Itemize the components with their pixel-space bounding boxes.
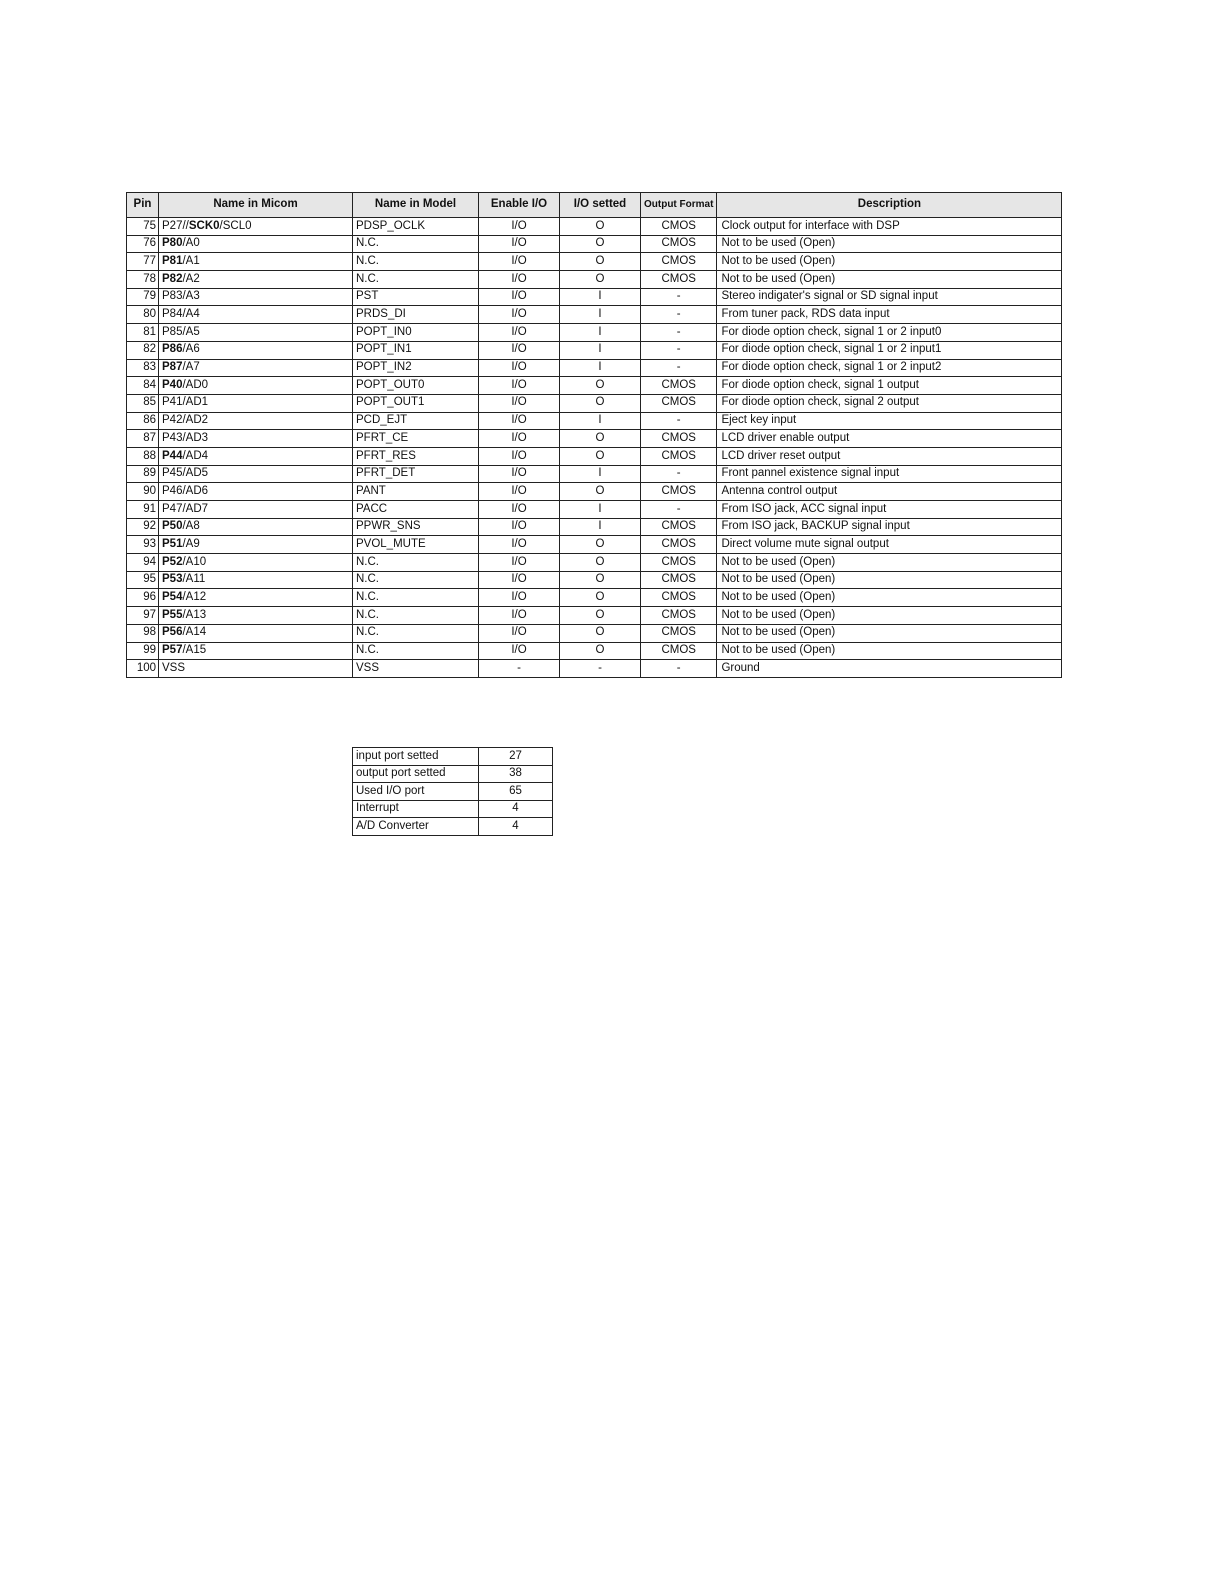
table-row	[127, 430, 1062, 448]
output-format-cell: -	[641, 660, 717, 678]
model-name-cell: VSS	[353, 660, 479, 678]
enable-io-cell: I/O	[479, 607, 560, 625]
micom-name-cell	[159, 642, 353, 660]
output-format-cell: -	[641, 324, 717, 342]
micom-name-part: SCK0	[188, 219, 220, 232]
model-name-cell: N.C.	[353, 607, 479, 625]
micom-name-part: P80	[162, 237, 183, 250]
description-cell: For diode option check, signal 1 output	[717, 377, 1062, 395]
enable-io-cell: I/O	[479, 377, 560, 395]
description-cell: From tuner pack, RDS data input	[717, 306, 1062, 324]
enable-io-cell: I/O	[479, 536, 560, 554]
pin-number-cell: 78	[127, 271, 159, 289]
summary-row	[353, 748, 553, 766]
description-cell: Front pannel existence signal input	[717, 465, 1062, 483]
pin-number-cell: 85	[127, 394, 159, 412]
output-format-cell: -	[641, 359, 717, 377]
micom-name-part: P47/AD7	[162, 502, 209, 515]
micom-name-part: P46/AD6	[162, 484, 209, 497]
table-row	[127, 288, 1062, 306]
model-name-cell: PCD_EJT	[353, 412, 479, 430]
micom-name-cell	[159, 306, 353, 324]
header-output-format: Output Format	[641, 193, 717, 218]
summary-row	[353, 783, 553, 801]
table-row	[127, 271, 1062, 289]
model-name-cell: PRDS_DI	[353, 306, 479, 324]
pin-number-cell: 91	[127, 501, 159, 519]
micom-name-part: /A2	[182, 272, 200, 285]
enable-io-cell: I/O	[479, 324, 560, 342]
pin-table-header-row	[127, 193, 1062, 218]
table-row	[127, 359, 1062, 377]
micom-name-cell	[159, 430, 353, 448]
description-cell: LCD driver reset output	[717, 447, 1062, 465]
micom-name-cell	[159, 624, 353, 642]
micom-name-cell	[159, 235, 353, 253]
micom-name-part: P44	[162, 449, 183, 462]
table-row	[127, 394, 1062, 412]
summary-row	[353, 765, 553, 783]
io-setted-cell: O	[560, 624, 641, 642]
table-row	[127, 642, 1062, 660]
micom-name-part: P54	[162, 591, 183, 604]
description-cell: Not to be used (Open)	[717, 607, 1062, 625]
output-format-cell: CMOS	[641, 483, 717, 501]
output-format-cell: -	[641, 501, 717, 519]
table-row	[127, 660, 1062, 678]
header-description: Description	[717, 193, 1062, 218]
summary-label-cell: Used I/O port	[353, 783, 479, 801]
io-setted-cell: I	[560, 501, 641, 519]
micom-name-cell	[159, 218, 353, 236]
model-name-cell: N.C.	[353, 642, 479, 660]
micom-name-part: P55	[162, 608, 183, 621]
io-setted-cell: I	[560, 465, 641, 483]
micom-name-part: P81	[162, 254, 183, 267]
output-format-cell: CMOS	[641, 235, 717, 253]
enable-io-cell: I/O	[479, 412, 560, 430]
model-name-cell: PANT	[353, 483, 479, 501]
micom-name-cell	[159, 377, 353, 395]
output-format-cell: CMOS	[641, 518, 717, 536]
io-setted-cell: I	[560, 288, 641, 306]
io-setted-cell: I	[560, 341, 641, 359]
micom-name-cell	[159, 465, 353, 483]
micom-name-part: P45/AD5	[162, 467, 209, 480]
model-name-cell: PDSP_OCLK	[353, 218, 479, 236]
output-format-cell: CMOS	[641, 642, 717, 660]
port-summary-table	[352, 747, 553, 836]
model-name-cell: PPWR_SNS	[353, 518, 479, 536]
io-setted-cell: I	[560, 518, 641, 536]
micom-name-cell	[159, 483, 353, 501]
summary-row	[353, 800, 553, 818]
output-format-cell: -	[641, 306, 717, 324]
header-name-in-micom: Name in Micom	[159, 193, 353, 218]
enable-io-cell: I/O	[479, 483, 560, 501]
micom-name-cell	[159, 288, 353, 306]
description-cell: Not to be used (Open)	[717, 271, 1062, 289]
micom-name-cell	[159, 554, 353, 572]
table-row	[127, 412, 1062, 430]
output-format-cell: CMOS	[641, 430, 717, 448]
io-setted-cell: O	[560, 536, 641, 554]
micom-name-part: /A11	[182, 573, 206, 586]
micom-name-part: /A0	[182, 237, 200, 250]
micom-name-part: /AD0	[182, 378, 209, 391]
description-cell: Ground	[717, 660, 1062, 678]
micom-name-part: /A14	[182, 626, 207, 639]
output-format-cell: CMOS	[641, 447, 717, 465]
enable-io-cell: I/O	[479, 235, 560, 253]
micom-name-part: /A10	[182, 555, 207, 568]
pin-number-cell: 81	[127, 324, 159, 342]
table-row	[127, 465, 1062, 483]
model-name-cell: N.C.	[353, 624, 479, 642]
micom-name-cell	[159, 394, 353, 412]
enable-io-cell: I/O	[479, 447, 560, 465]
micom-name-part: P57	[162, 644, 183, 657]
io-setted-cell: O	[560, 571, 641, 589]
output-format-cell: -	[641, 341, 717, 359]
summary-value-cell: 4	[479, 800, 553, 818]
table-row	[127, 341, 1062, 359]
micom-name-part: /A1	[182, 254, 200, 267]
table-row	[127, 624, 1062, 642]
pin-number-cell: 77	[127, 253, 159, 271]
model-name-cell: POPT_IN2	[353, 359, 479, 377]
model-name-cell: PFRT_RES	[353, 447, 479, 465]
micom-name-part: P43/AD3	[162, 431, 209, 444]
pin-number-cell: 98	[127, 624, 159, 642]
micom-name-part: /A6	[182, 343, 200, 356]
pin-number-cell: 89	[127, 465, 159, 483]
micom-name-part: P53	[162, 573, 183, 586]
pin-number-cell: 93	[127, 536, 159, 554]
table-row	[127, 554, 1062, 572]
pin-number-cell: 99	[127, 642, 159, 660]
table-row	[127, 306, 1062, 324]
pin-number-cell: 96	[127, 589, 159, 607]
output-format-cell: CMOS	[641, 218, 717, 236]
table-row	[127, 235, 1062, 253]
summary-value-cell: 38	[479, 765, 553, 783]
model-name-cell: POPT_OUT1	[353, 394, 479, 412]
model-name-cell: POPT_OUT0	[353, 377, 479, 395]
model-name-cell: PFRT_CE	[353, 430, 479, 448]
micom-name-part: P83/A3	[162, 290, 200, 303]
model-name-cell: N.C.	[353, 571, 479, 589]
micom-name-cell	[159, 536, 353, 554]
pin-number-cell: 95	[127, 571, 159, 589]
pin-number-cell: 97	[127, 607, 159, 625]
micom-name-cell	[159, 589, 353, 607]
enable-io-cell: I/O	[479, 218, 560, 236]
summary-label-cell: input port setted	[353, 748, 479, 766]
micom-name-part: /A9	[182, 537, 200, 550]
micom-name-part: P87	[162, 361, 183, 374]
micom-name-cell	[159, 324, 353, 342]
micom-name-cell	[159, 271, 353, 289]
header-pin: Pin	[127, 193, 159, 218]
summary-label-cell: A/D Converter	[353, 818, 479, 836]
output-format-cell: CMOS	[641, 607, 717, 625]
table-row	[127, 483, 1062, 501]
output-format-cell: CMOS	[641, 589, 717, 607]
micom-name-part: P40	[162, 378, 183, 391]
output-format-cell: CMOS	[641, 624, 717, 642]
io-setted-cell: O	[560, 271, 641, 289]
enable-io-cell: I/O	[479, 501, 560, 519]
model-name-cell: POPT_IN1	[353, 341, 479, 359]
micom-name-part: /A8	[182, 520, 200, 533]
micom-name-cell	[159, 359, 353, 377]
description-cell: Clock output for interface with DSP	[717, 218, 1062, 236]
enable-io-cell: I/O	[479, 642, 560, 660]
summary-label-cell: Interrupt	[353, 800, 479, 818]
table-row	[127, 571, 1062, 589]
io-setted-cell: O	[560, 394, 641, 412]
micom-name-part: P86	[162, 343, 183, 356]
header-enable-io: Enable I/O	[479, 193, 560, 218]
summary-value-cell: 65	[479, 783, 553, 801]
description-cell: Not to be used (Open)	[717, 589, 1062, 607]
pin-number-cell: 94	[127, 554, 159, 572]
table-row	[127, 324, 1062, 342]
table-row	[127, 377, 1062, 395]
table-row	[127, 536, 1062, 554]
micom-name-part: /SCL0	[219, 219, 252, 232]
header-name-in-model: Name in Model	[353, 193, 479, 218]
micom-name-cell	[159, 571, 353, 589]
output-format-cell: CMOS	[641, 571, 717, 589]
enable-io-cell: I/O	[479, 624, 560, 642]
io-setted-cell: O	[560, 218, 641, 236]
table-row	[127, 501, 1062, 519]
micom-name-part: P56	[162, 626, 183, 639]
pin-table-body	[127, 218, 1062, 678]
pin-number-cell: 92	[127, 518, 159, 536]
micom-name-part: P52	[162, 555, 183, 568]
micom-name-cell	[159, 607, 353, 625]
io-setted-cell: I	[560, 306, 641, 324]
micom-name-cell	[159, 341, 353, 359]
description-cell: For diode option check, signal 1 or 2 input1	[717, 341, 1062, 359]
io-setted-cell: O	[560, 235, 641, 253]
micom-name-cell	[159, 447, 353, 465]
enable-io-cell: I/O	[479, 341, 560, 359]
io-setted-cell: O	[560, 642, 641, 660]
pin-number-cell: 87	[127, 430, 159, 448]
output-format-cell: CMOS	[641, 394, 717, 412]
micom-name-part: P27//	[162, 219, 189, 232]
summary-value-cell: 4	[479, 818, 553, 836]
description-cell: Not to be used (Open)	[717, 554, 1062, 572]
enable-io-cell: I/O	[479, 288, 560, 306]
pin-number-cell: 80	[127, 306, 159, 324]
output-format-cell: CMOS	[641, 253, 717, 271]
model-name-cell: POPT_IN0	[353, 324, 479, 342]
pin-number-cell: 84	[127, 377, 159, 395]
enable-io-cell: -	[479, 660, 560, 678]
pin-number-cell: 75	[127, 218, 159, 236]
micom-name-part: P41/AD1	[162, 396, 209, 409]
model-name-cell: PST	[353, 288, 479, 306]
description-cell: From ISO jack, BACKUP signal input	[717, 518, 1062, 536]
pin-assignment-table	[126, 192, 1062, 678]
description-cell: Not to be used (Open)	[717, 571, 1062, 589]
micom-name-part: /A12	[182, 591, 207, 604]
micom-name-part: P82	[162, 272, 183, 285]
table-row	[127, 447, 1062, 465]
summary-value-cell: 27	[479, 748, 553, 766]
pin-number-cell: 82	[127, 341, 159, 359]
header-io-setted: I/O setted	[560, 193, 641, 218]
output-format-cell: -	[641, 288, 717, 306]
micom-name-part: /A13	[182, 608, 207, 621]
table-row	[127, 253, 1062, 271]
io-setted-cell: O	[560, 607, 641, 625]
enable-io-cell: I/O	[479, 253, 560, 271]
pin-number-cell: 86	[127, 412, 159, 430]
micom-name-part: VSS	[162, 661, 186, 674]
description-cell: Antenna control output	[717, 483, 1062, 501]
description-cell: Not to be used (Open)	[717, 235, 1062, 253]
enable-io-cell: I/O	[479, 589, 560, 607]
enable-io-cell: I/O	[479, 394, 560, 412]
micom-name-part: P85/A5	[162, 325, 200, 338]
description-cell: For diode option check, signal 1 or 2 input0	[717, 324, 1062, 342]
micom-name-cell	[159, 518, 353, 536]
micom-name-part: P50	[162, 520, 183, 533]
io-setted-cell: O	[560, 253, 641, 271]
io-setted-cell: O	[560, 447, 641, 465]
pin-number-cell: 100	[127, 660, 159, 678]
description-cell: Direct volume mute signal output	[717, 536, 1062, 554]
enable-io-cell: I/O	[479, 465, 560, 483]
enable-io-cell: I/O	[479, 271, 560, 289]
output-format-cell: CMOS	[641, 377, 717, 395]
summary-row	[353, 818, 553, 836]
description-cell: LCD driver enable output	[717, 430, 1062, 448]
model-name-cell: PACC	[353, 501, 479, 519]
output-format-cell: CMOS	[641, 536, 717, 554]
summary-table-body	[353, 748, 553, 836]
description-cell: Not to be used (Open)	[717, 253, 1062, 271]
table-row	[127, 589, 1062, 607]
pin-number-cell: 76	[127, 235, 159, 253]
summary-label-cell: output port setted	[353, 765, 479, 783]
io-setted-cell: O	[560, 430, 641, 448]
micom-name-part: /A7	[182, 361, 200, 374]
description-cell: Eject key input	[717, 412, 1062, 430]
model-name-cell: PFRT_DET	[353, 465, 479, 483]
output-format-cell: CMOS	[641, 554, 717, 572]
pin-number-cell: 90	[127, 483, 159, 501]
io-setted-cell: I	[560, 412, 641, 430]
micom-name-cell	[159, 253, 353, 271]
description-cell: For diode option check, signal 1 or 2 input2	[717, 359, 1062, 377]
enable-io-cell: I/O	[479, 571, 560, 589]
micom-name-part: /A15	[182, 644, 207, 657]
table-row	[127, 607, 1062, 625]
model-name-cell: N.C.	[353, 589, 479, 607]
table-row	[127, 518, 1062, 536]
description-cell: Stereo indigater's signal or SD signal input	[717, 288, 1062, 306]
enable-io-cell: I/O	[479, 554, 560, 572]
pin-number-cell: 83	[127, 359, 159, 377]
micom-name-cell	[159, 501, 353, 519]
pin-number-cell: 88	[127, 447, 159, 465]
micom-name-cell	[159, 660, 353, 678]
enable-io-cell: I/O	[479, 359, 560, 377]
io-setted-cell: O	[560, 483, 641, 501]
io-setted-cell: I	[560, 359, 641, 377]
io-setted-cell: O	[560, 554, 641, 572]
description-cell: For diode option check, signal 2 output	[717, 394, 1062, 412]
io-setted-cell: I	[560, 324, 641, 342]
pin-number-cell: 79	[127, 288, 159, 306]
model-name-cell: N.C.	[353, 253, 479, 271]
micom-name-part: P42/AD2	[162, 414, 209, 427]
model-name-cell: N.C.	[353, 235, 479, 253]
micom-name-part: P84/A4	[162, 308, 200, 321]
output-format-cell: -	[641, 465, 717, 483]
description-cell: Not to be used (Open)	[717, 642, 1062, 660]
description-cell: Not to be used (Open)	[717, 624, 1062, 642]
enable-io-cell: I/O	[479, 306, 560, 324]
description-cell: From ISO jack, ACC signal input	[717, 501, 1062, 519]
model-name-cell: N.C.	[353, 554, 479, 572]
output-format-cell: CMOS	[641, 271, 717, 289]
model-name-cell: PVOL_MUTE	[353, 536, 479, 554]
output-format-cell: -	[641, 412, 717, 430]
enable-io-cell: I/O	[479, 430, 560, 448]
enable-io-cell: I/O	[479, 518, 560, 536]
io-setted-cell: O	[560, 589, 641, 607]
micom-name-cell	[159, 412, 353, 430]
micom-name-part: P51	[162, 537, 183, 550]
table-row	[127, 218, 1062, 236]
micom-name-part: /AD4	[182, 449, 209, 462]
io-setted-cell: -	[560, 660, 641, 678]
model-name-cell: N.C.	[353, 271, 479, 289]
io-setted-cell: O	[560, 377, 641, 395]
